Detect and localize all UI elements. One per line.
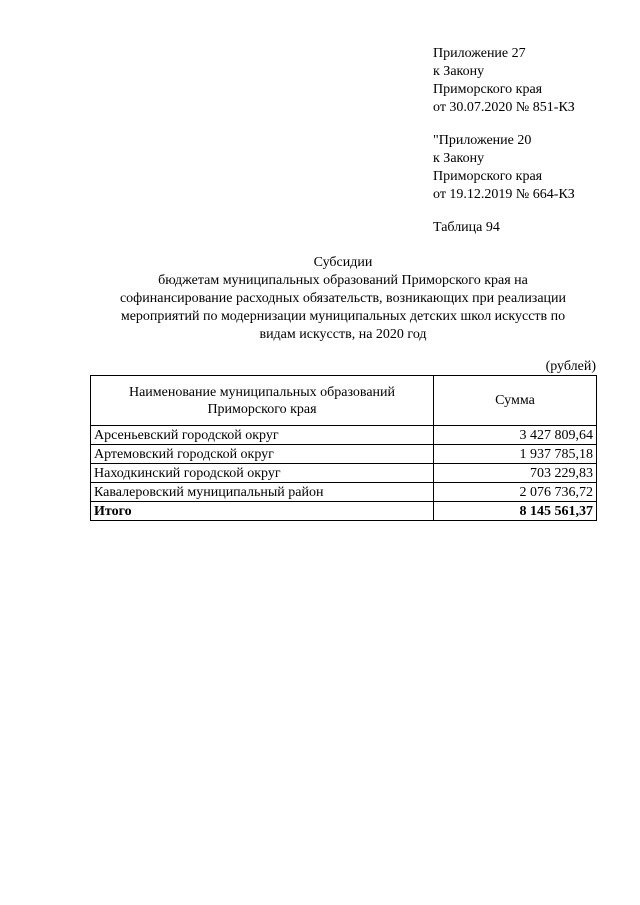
title-line2: бюджетам муниципальных образований Приморского края на <box>158 273 528 288</box>
header-name-cell <box>91 376 434 426</box>
row-sum: 703 229,83 <box>434 464 597 483</box>
header-name-line2: Приморского края <box>207 401 317 417</box>
row-name: Артемовский городской округ <box>91 445 434 464</box>
title-line5: видам искусств, на 2020 год <box>259 327 427 342</box>
table-row <box>91 445 597 464</box>
annex-previous-reference <box>433 132 575 204</box>
row-sum: 3 427 809,64 <box>434 426 597 445</box>
table-row <box>91 464 597 483</box>
total-sum: 8 145 561,37 <box>434 502 597 521</box>
table-row <box>91 483 597 502</box>
header-name-line1: Наименование муниципальных образований <box>128 384 396 400</box>
annex-current-line3: Приморского края <box>433 82 543 97</box>
row-sum: 1 937 785,18 <box>434 445 597 464</box>
table-header-row <box>91 376 597 426</box>
annex-previous-line2: к Закону <box>433 151 485 166</box>
annex-previous-line3: Приморского края <box>433 169 543 184</box>
table-row <box>91 426 597 445</box>
units-label: (рублей) <box>545 359 596 374</box>
row-name: Находкинский городской округ <box>91 464 434 483</box>
header-sum-cell: Сумма <box>434 376 597 426</box>
total-row <box>91 502 597 521</box>
annex-current-line1: Приложение 27 <box>433 46 526 61</box>
total-label: Итого <box>91 502 434 521</box>
row-name: Арсеньевский городской округ <box>91 426 434 445</box>
row-name: Кавалеровский муниципальный район <box>91 483 434 502</box>
document-title <box>90 254 596 344</box>
title-line3: софинансирование расходных обязательств, возникающих при реализации <box>119 291 567 306</box>
title-line1: Субсидии <box>313 255 373 270</box>
title-line4: мероприятий по модернизации муниципальных детских школ искусств по <box>120 309 566 324</box>
annex-current-line4: от 30.07.2020 № 851-КЗ <box>433 100 575 115</box>
subsidy-table <box>90 375 597 521</box>
annex-current-reference <box>433 45 575 117</box>
annex-current-line2: к Закону <box>433 64 485 79</box>
annex-previous-line1: "Приложение 20 <box>433 133 532 148</box>
table-number: Таблица 94 <box>433 220 500 235</box>
annex-previous-line4: от 19.12.2019 № 664-КЗ <box>433 187 575 202</box>
row-sum: 2 076 736,72 <box>434 483 597 502</box>
